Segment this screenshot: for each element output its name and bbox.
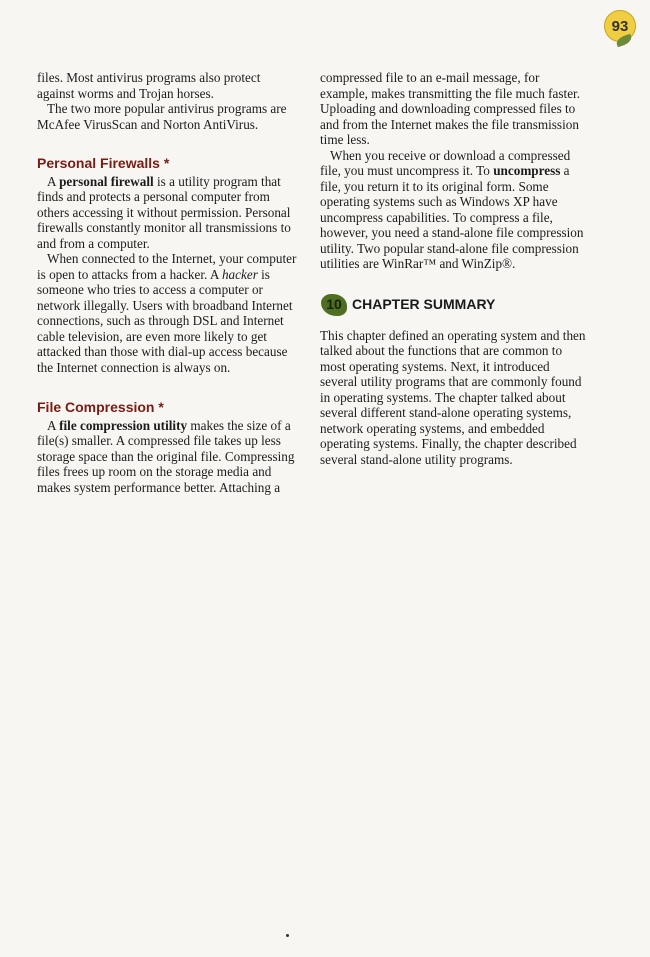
paragraph: This chapter defined an operating system and then talked about the functions that are common to most operating systems. Next, it introduced several utility programs that are commonly found in operating systems. The chapter talked about several different stand-alone operating systems, network operating systems, and embedded operating systems. Finally, the chapter described several stand-alone utility programs. <box>320 327 586 467</box>
paragraph: compressed file to an e-mail message, for example, makes transmitting the file much faster. Uploading and downloading compressed files to and from the Internet makes the file transmission time less. <box>320 70 581 147</box>
key-term: file compression utility <box>59 417 188 433</box>
key-term: personal firewall <box>59 173 154 189</box>
chapter-number-badge: 10 <box>320 294 348 316</box>
paragraph: files. Most antivirus programs also protect against worms and Trojan horses. <box>37 70 261 101</box>
page-number: 93 <box>604 10 636 42</box>
paragraph: A file compression utility makes the size of a file(s) smaller. A compressed file takes up less storage space than the original file. Compressing files frees up room on the storage media and makes system performance better. Attaching a <box>37 417 295 495</box>
stray-dot <box>286 934 289 937</box>
chapter-summary-heading <box>320 294 586 316</box>
section-heading-personal-firewalls: Personal Firewalls * <box>37 155 170 171</box>
chapter-summary-title: CHAPTER SUMMARY <box>352 295 496 312</box>
paragraph: A personal firewall is a utility program that finds and protects a personal computer from others accessing it without permission. Personal firewalls constantly monitor all transmissions to and from a computer. <box>37 173 291 251</box>
key-term: uncompress <box>493 163 561 178</box>
paragraph: When you receive or download a compressed file, you must uncompress it. To uncompress a file, you return it to its original form. Some operating systems such as Windows XP have uncompress capabilities. To compress a file, however, you need a stand-alone file compression utility. Two popular stand-alone file compression utilities are WinRar™ and WinZip®. <box>320 147 584 271</box>
right-column <box>320 70 586 467</box>
key-term: hacker <box>221 266 258 282</box>
section-heading-file-compression: File Compression * <box>37 399 164 415</box>
paragraph: When connected to the Internet, your computer is open to attacks from a hacker. A hacker is someone who tries to access a computer or network illegally. Users with broadband Internet connections, such as through DSL and Internet cable television, are even more likely to get attacked than those with dial-up access because the Internet connection is always on. <box>37 251 297 375</box>
left-column <box>37 70 301 495</box>
paragraph: The two more popular antivirus programs are McAfee VirusScan and Norton AntiVirus. <box>37 101 287 132</box>
